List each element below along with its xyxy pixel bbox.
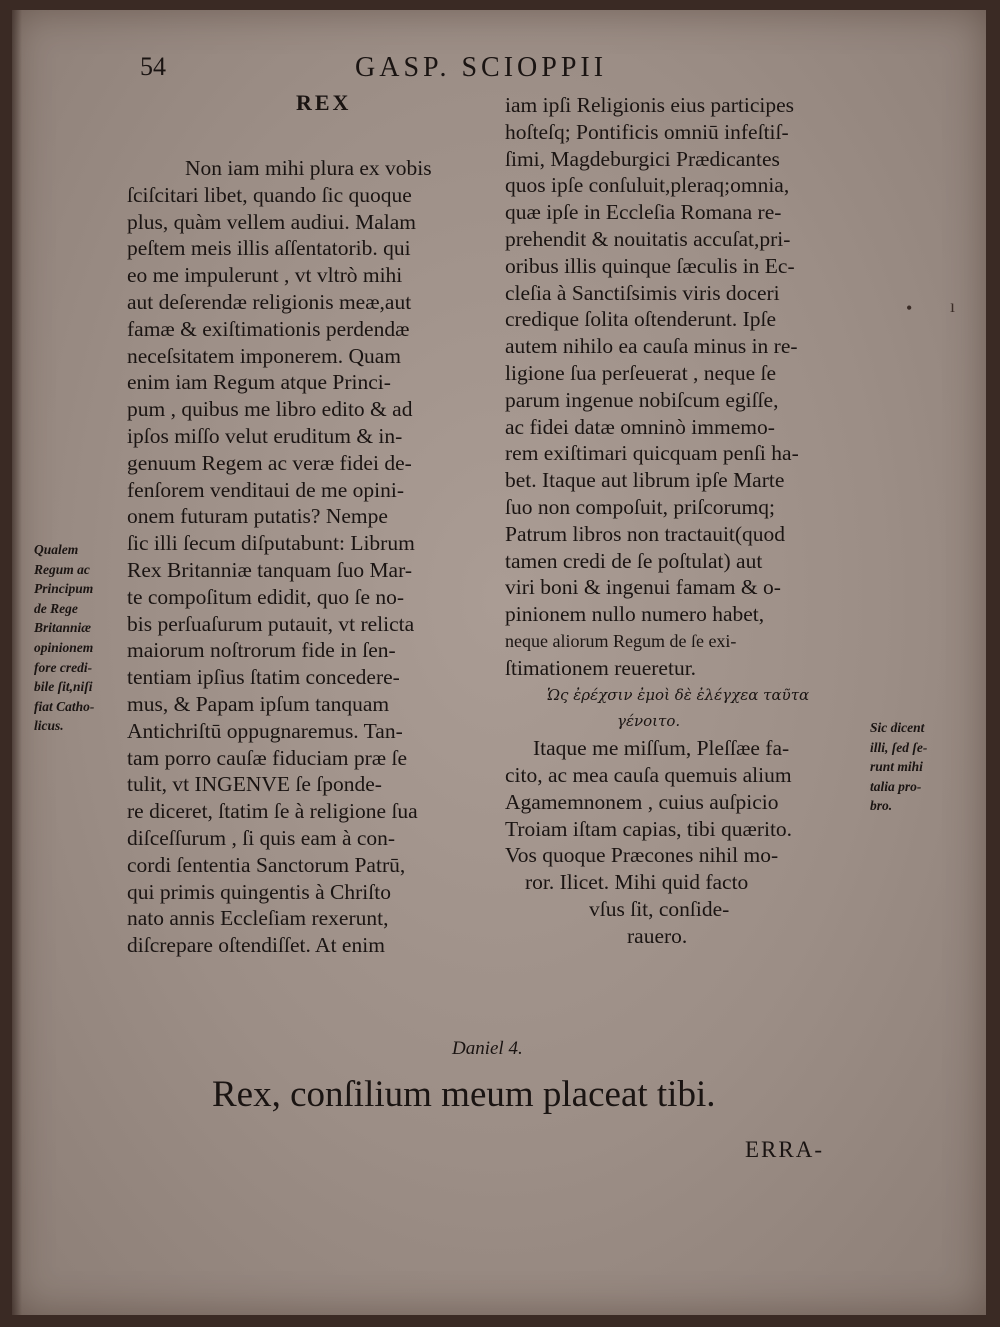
text-line: Agamemnonem , cuius auſpicio: [505, 789, 779, 814]
text-line: oribus illis quinque ſæculis in Ec-: [505, 253, 795, 278]
text-line: cleſia à Sanctiſsimis viris doceri: [505, 280, 780, 305]
text-line: bis perſuaſurum putauit, vt relicta: [127, 611, 415, 636]
text-line: nato annis Eccleſiam rexerunt,: [127, 906, 389, 931]
margin-note-line: Sic dicent: [870, 720, 925, 735]
text-line: neque aliorum Regum de ſe exi-: [505, 630, 737, 651]
text-line: aut deſerendæ religionis meæ,aut: [127, 289, 412, 314]
left-margin-note: [34, 540, 94, 736]
text-line: genuum Regem ac veræ fidei de-: [127, 450, 412, 475]
text-line: maiorum noſtrorum fide in ſen-: [127, 638, 396, 663]
text-line: ac fidei datæ omninò immemo-: [505, 414, 775, 439]
text-line: enim iam Regum atque Princi-: [127, 370, 391, 395]
text-line: viri boni & ingenui famam & o-: [505, 575, 781, 600]
margin-note-line: fore credi-: [34, 659, 93, 675]
text-line: quæ ipſe in Eccleſia Romana re-: [505, 200, 782, 225]
left-text-column: [127, 155, 497, 959]
text-line: tulit, vt INGENVE ſe ſponde-: [127, 772, 382, 797]
text-line: rauero.: [627, 923, 688, 948]
text-line: parum ingenue nobiſcum egiſſe,: [505, 387, 779, 412]
text-line: te compoſitum edidit, quo ſe no-: [127, 584, 405, 609]
greek-verse-line: γένοιτο.: [617, 712, 681, 731]
text-line: hoſteſq; Pontificis omniū infeſtiſ-: [505, 119, 789, 144]
text-line: diſcrepare oſtendiſſet. At enim: [127, 933, 385, 958]
scripture-reference: Daniel 4.: [452, 1038, 523, 1059]
margin-note-line: opinionem: [34, 639, 94, 655]
text-line: autem nihilo ea cauſa minus in re-: [505, 334, 798, 359]
text-line: cordi ſententia Sanctorum Patrū,: [127, 852, 406, 877]
page-number: 54: [140, 52, 166, 81]
text-line: tentiam ipſius ſtatim concedere-: [127, 665, 400, 690]
text-line: Troiam iſtam capias, tibi quærito.: [505, 816, 793, 841]
text-line: vſus ſit, conſide-: [589, 896, 730, 921]
text-line: re diceret, ſtatim ſe à religione ſua: [127, 799, 418, 824]
text-line: Non iam mihi plura ex vobis: [185, 156, 432, 180]
stray-ink-mark: ı: [950, 296, 956, 316]
margin-note-line: Principum: [34, 581, 94, 597]
book-page: [12, 10, 986, 1315]
text-line: neceſsitatem imponerem. Quam: [127, 343, 402, 368]
text-line: Itaque me miſſum, Pleſſæe fa-: [533, 736, 790, 761]
margin-note-line: de Rege: [34, 600, 78, 616]
text-line: Rex Britanniæ tanquam ſuo Mar-: [127, 557, 412, 582]
text-line: diſceſſurum , ſi quis eam à con-: [127, 825, 396, 850]
spine-shadow: [12, 10, 22, 1315]
text-line: bet. Itaque aut librum ipſe Marte: [505, 468, 785, 493]
margin-note-line: Qualem: [34, 542, 79, 557]
text-line: cito, ac mea cauſa quemuis alium: [505, 762, 792, 787]
text-line: peſtem meis illis aſſentatorib. qui: [127, 236, 411, 261]
text-line: Vos quoque Præcones nihil mo-: [505, 843, 779, 868]
greek-verse-line: Ὡς ἐρέχσιν ἐμοὶ δὲ ἐλέγχεα ταῦτα: [547, 685, 810, 704]
text-line: credique ſolita oſtenderunt. Ipſe: [505, 307, 777, 332]
text-line: rem exiſtimari quicquam penſi ha-: [505, 441, 799, 466]
text-line: Antichriſtū oppugnaremus. Tan-: [127, 718, 403, 743]
running-head: [140, 52, 780, 88]
text-line: pum , quibus me libro edito & ad: [127, 397, 413, 422]
text-line: prehendit & nouitatis accuſat,pri-: [505, 226, 791, 251]
text-line: tam porro cauſæ fiduciam præ ſe: [127, 745, 408, 770]
closing-motto: Rex, conſilium meum placeat tibi.: [212, 1074, 716, 1115]
text-line: pinionem nullo numero habet,: [505, 602, 765, 627]
text-line: quos ipſe conſuluit,pleraq;omnia,: [505, 173, 790, 198]
text-line: iam ipſi Religionis eius participes: [505, 93, 795, 117]
text-line: fenſorem venditaui de me opini-: [127, 477, 405, 502]
text-line: ipſos miſſo velut eruditum & in-: [127, 423, 403, 448]
text-line: onem futuram putatis? Nempe: [127, 504, 388, 529]
text-line: eo me impulerunt , vt vltrò mihi: [127, 263, 403, 288]
margin-note-line: bile ſit,niſi: [34, 679, 93, 695]
text-line: famæ & exiſtimationis perdendæ: [127, 316, 410, 341]
margin-note-line: illi, ſed ſe-: [870, 739, 928, 755]
text-line: ſtimationem reueretur.: [505, 655, 697, 680]
text-line: Patrum libros non tractauit(quod: [505, 521, 786, 546]
margin-note-line: runt mihi: [870, 759, 923, 775]
margin-note-line: talia pro-: [870, 778, 922, 794]
text-line: ſimi, Magdeburgici Prædicantes: [505, 146, 780, 171]
margin-note-line: fiat Catho-: [34, 698, 95, 714]
margin-note-line: licus.: [34, 718, 64, 734]
text-line: qui primis quingentis à Chriſto: [127, 879, 391, 904]
text-line: ſuo non compoſuit, priſcorumq;: [505, 494, 775, 519]
text-line: tamen credi de ſe poſtulat) aut: [505, 548, 763, 573]
catchword: ERRA-: [745, 1137, 824, 1162]
text-line: ligione ſua perſeuerat , neque ſe: [505, 360, 777, 385]
text-line: ſciſcitari libet, quando ſic quoque: [127, 182, 412, 207]
text-line: mus, & Papam ipſum tanquam: [127, 691, 390, 716]
right-margin-note: [870, 718, 927, 816]
margin-note-line: Regum ac: [34, 561, 90, 577]
margin-note-line: Britanniæ: [34, 620, 92, 636]
text-line: plus, quàm vellem audiui. Malam: [127, 209, 417, 234]
section-word: REX: [296, 90, 352, 115]
text-line: ror. Ilicet. Mihi quid facto: [525, 870, 749, 895]
text-line: ſic illi ſecum diſputabunt: Librum: [127, 531, 415, 556]
header-title: GASP. SCIOPPII: [355, 52, 608, 83]
right-text-column: [505, 92, 865, 950]
margin-note-line: bro.: [870, 798, 893, 814]
stray-ink-mark: •: [906, 298, 913, 318]
